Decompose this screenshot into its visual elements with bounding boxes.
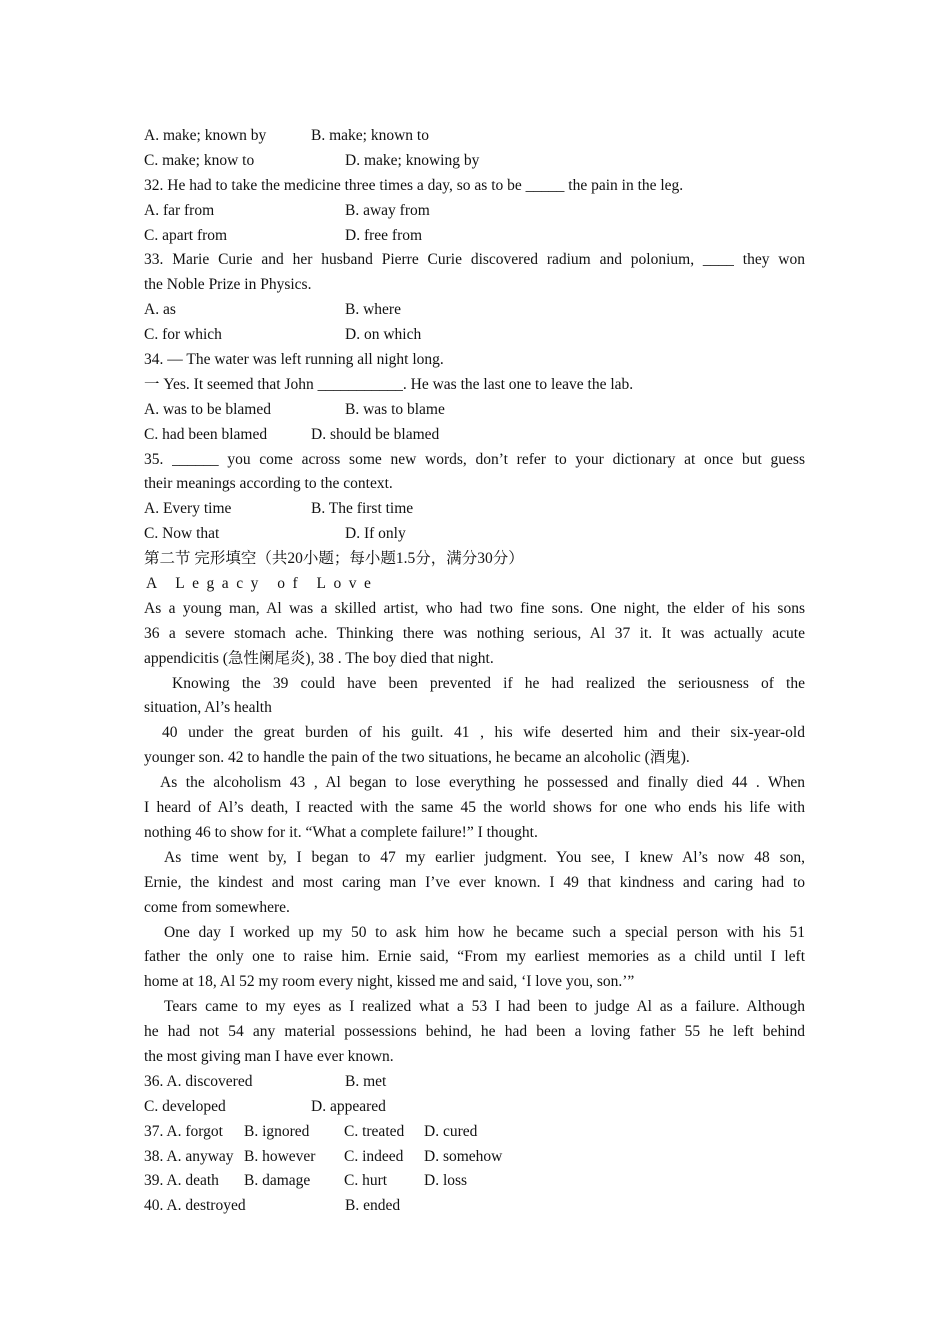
- q32-options-row1: [144, 199, 805, 224]
- option-b: B. away from: [345, 201, 430, 219]
- passage-p2-line1: Knowing the 39 could have been prevented if he had realized the seriousness of the: [172, 674, 805, 692]
- passage-p1-line1: As a young man, Al was a skilled artist, who had two fine sons. One night, the elder of his sons: [144, 599, 805, 617]
- q34-stem-line1: 34. — The water was left running all night long.: [144, 351, 444, 369]
- option-b: B. make; known to: [311, 127, 429, 144]
- q31-options-row2: [144, 149, 805, 174]
- option-d: D. make; knowing by: [345, 151, 480, 169]
- passage-p6-line2: he had not 54 any material possessions behind, he had been a loving father 55 he left behind: [144, 1023, 805, 1041]
- passage-p2-line2: situation, Al’s health: [144, 699, 272, 717]
- option-a: 39. A. death: [144, 1172, 219, 1190]
- section-heading: 第二节 完形填空（共20小题；每小题1.5分，满分30分）: [144, 550, 524, 568]
- option-a: 38. A. anyway: [144, 1147, 234, 1165]
- option-b: B. however: [244, 1147, 316, 1165]
- option-d: D. somehow: [424, 1147, 503, 1165]
- option-d: D. should be blamed: [311, 425, 440, 443]
- option-b: B. damage: [244, 1172, 311, 1190]
- option-a: A. was to be blamed: [144, 400, 271, 418]
- option-d: D. cured: [424, 1122, 478, 1140]
- option-a: A. Every time: [144, 500, 232, 518]
- option-d: D. If only: [345, 525, 406, 543]
- q32-options-row2: [144, 224, 805, 249]
- option-a: A. far from: [144, 201, 215, 219]
- q34-stem-line2: 一 Yes. It seemed that John ___________. He was the last one to leave the lab.: [144, 375, 634, 393]
- option-b: B. where: [345, 301, 401, 319]
- option-c: C. hurt: [344, 1172, 388, 1190]
- option-b: B. ended: [345, 1197, 401, 1215]
- option-c: C. treated: [344, 1122, 405, 1140]
- q33-stem-line2: the Noble Prize in Physics.: [144, 276, 312, 294]
- passage-p1-line3: appendicitis (急性阑尾炎), 38 . The boy died that night.: [144, 649, 494, 667]
- option-a: 37. A. forgot: [144, 1122, 223, 1140]
- option-d: D. free from: [345, 226, 423, 244]
- passage-p2-line4: younger son. 42 to handle the pain of the two situations, he became an alcoholic (酒鬼).: [144, 749, 690, 767]
- option-b: B. ignored: [244, 1122, 310, 1140]
- passage-title: A Legacy of Love: [146, 575, 379, 593]
- option-c: C. make; know to: [144, 151, 255, 169]
- passage-p5-line3: home at 18, Al 52 my room every night, kissed me and said, ‘I love you, son.’”: [144, 973, 635, 991]
- option-b: B. The first time: [311, 500, 414, 518]
- q35-options-row2: [144, 522, 805, 547]
- option-a: 36. A. discovered: [144, 1072, 253, 1090]
- q36-options-row2: [144, 1095, 805, 1120]
- passage-p6-line1: Tears came to my eyes as I realized what a 53 I had been to judge Al as a failure. Although: [164, 998, 805, 1016]
- passage-p4-line3: come from somewhere.: [144, 898, 290, 916]
- option-c: C. had been blamed: [144, 425, 268, 443]
- passage-p1-line2: 36 a severe stomach ache. Thinking there was nothing serious, Al 37 it. It was actually acute: [144, 624, 805, 642]
- q31-options-row1: [144, 124, 805, 149]
- passage-p6-line3: the most giving man I have ever known.: [144, 1047, 394, 1065]
- q33-options-row2: [144, 323, 805, 348]
- q34-options-row1: [144, 398, 805, 423]
- option-b: B. was to blame: [345, 400, 445, 418]
- option-c: C. Now that: [144, 525, 220, 543]
- option-d: D. on which: [345, 326, 422, 344]
- q40-options-row: [144, 1194, 805, 1219]
- passage-p5-line2: father the only one to raise him. Ernie said, “From my earliest memories as a child until I left: [144, 948, 805, 966]
- option-d: D. loss: [424, 1172, 468, 1190]
- q33-stem-line1: 33. Marie Curie and her husband Pierre Curie discovered radium and polonium, ____ they won: [144, 251, 805, 269]
- passage-p3-line2: I heard of Al’s death, I reacted with the same 45 the world shows for one who ends his life with: [144, 799, 805, 817]
- passage-p4-line1: As time went by, I began to 47 my earlier judgment. You see, I knew Al’s now 48 son,: [164, 848, 805, 866]
- option-c: C. developed: [144, 1097, 226, 1115]
- passage-p3-line3: nothing 46 to show for it. “What a complete failure!” I thought.: [144, 823, 538, 841]
- document-content: [144, 124, 805, 1219]
- option-a: 40. A. destroyed: [144, 1197, 246, 1215]
- option-b: B. met: [345, 1072, 387, 1090]
- option-a: A. as: [144, 301, 176, 319]
- q37-options-row: [144, 1120, 805, 1145]
- passage-p2-line3: 40 under the great burden of his guilt. 41 , his wife deserted him and their six-year-old: [162, 724, 805, 742]
- q35-options-row1: [144, 497, 805, 522]
- option-d: D. appeared: [311, 1097, 386, 1115]
- q38-options-row: [144, 1145, 805, 1170]
- passage-p5-line1: One day I worked up my 50 to ask him how he became such a special person with his 51: [164, 923, 805, 941]
- q35-stem-line1: 35. ______ you come across some new words, don’t refer to your dictionary at once but guess: [144, 450, 805, 468]
- option-c: C. indeed: [344, 1147, 404, 1165]
- q33-options-row1: [144, 298, 805, 323]
- q39-options-row: [144, 1169, 805, 1194]
- q32-stem: 32. He had to take the medicine three times a day, so as to be _____ the pain in the leg.: [144, 176, 684, 194]
- passage-p3-line1: As the alcoholism 43 , Al began to lose everything he possessed and finally died 44 . When: [160, 774, 805, 792]
- option-a: A. make; known by: [144, 127, 267, 144]
- q36-options-row1: [144, 1070, 805, 1095]
- q35-stem-line2: their meanings according to the context.: [144, 475, 393, 493]
- option-c: C. for which: [144, 326, 222, 344]
- q34-options-row2: [144, 423, 805, 448]
- passage-p4-line2: Ernie, the kindest and most caring man I’ve ever known. I 49 that kindness and caring had to: [144, 873, 805, 891]
- option-c: C. apart from: [144, 226, 228, 244]
